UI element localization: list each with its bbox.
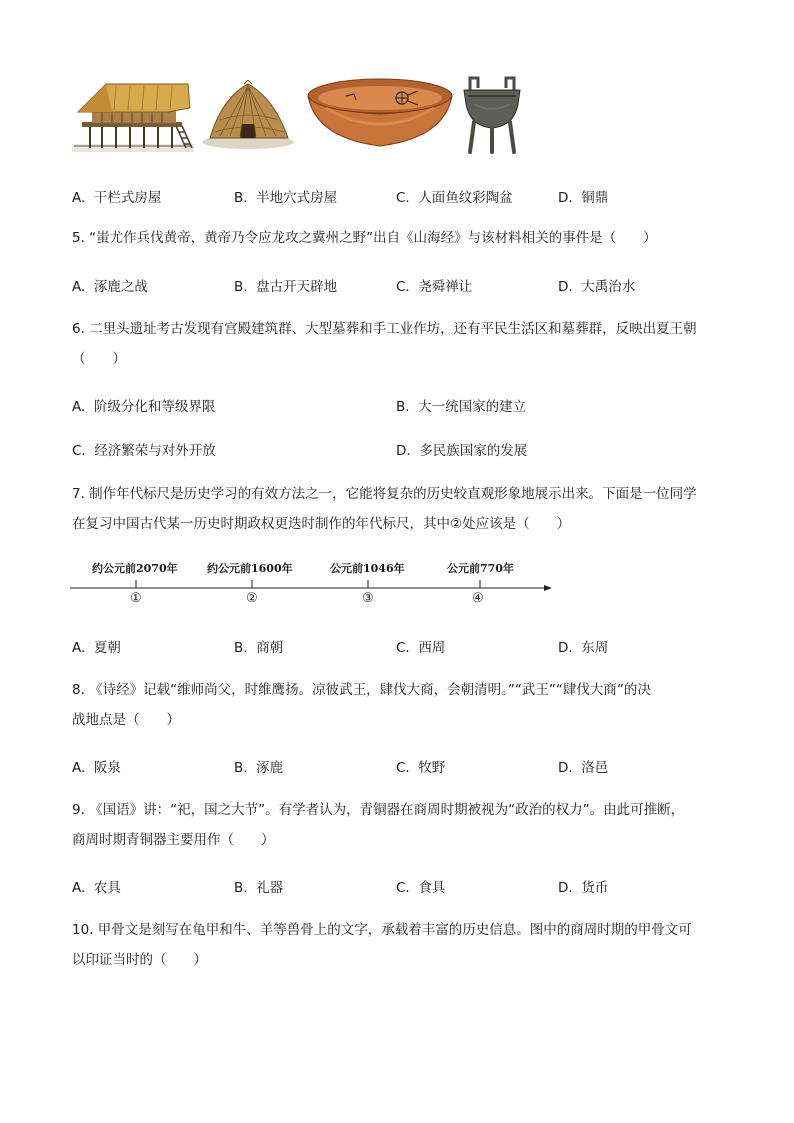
- q7-option-b[interactable]: [234, 636, 283, 656]
- q8-option-c[interactable]: [396, 756, 445, 776]
- pottery-basin-image: [306, 78, 454, 150]
- option-letter: C.: [396, 640, 410, 656]
- option-text: 西周: [418, 640, 446, 656]
- timeline-label-2: 约公元前1600年: [207, 562, 293, 575]
- q5-option-d[interactable]: [558, 275, 635, 295]
- q10-stem-line-1: 10. 甲骨文是刻写在龟甲和牛、羊等兽骨上的文字，承载着丰富的历史信息。图中的商周时期的甲骨文可: [72, 922, 692, 938]
- option-text: 洛邑: [581, 760, 609, 776]
- option-letter: A.: [72, 640, 86, 656]
- q9-option-b[interactable]: [234, 876, 283, 896]
- q6-stem-line-1: 6. 二里头遗址考古发现有宫殿建筑群、大型墓葬和手工业作坊，还有平民生活区和墓葬群，反映出夏王朝: [72, 321, 697, 337]
- option-letter: B.: [234, 880, 248, 896]
- option-text: 人面鱼纹彩陶盆: [418, 190, 513, 206]
- option-letter: C.: [396, 190, 410, 206]
- option-text: 大禹治水: [581, 279, 636, 295]
- option-text: 牧野: [418, 760, 446, 776]
- bronze-ding-image: [460, 74, 524, 154]
- option-text: 礼器: [256, 880, 284, 896]
- option-letter: B.: [234, 279, 248, 295]
- q6-option-d[interactable]: [396, 439, 527, 459]
- q7-option-a[interactable]: [72, 636, 121, 656]
- q7-option-c[interactable]: [396, 636, 445, 656]
- option-letter: A.: [72, 190, 86, 206]
- q6-option-a[interactable]: [72, 395, 215, 415]
- q6-stem-line-2: （ ）: [72, 351, 126, 367]
- option-text: 经济繁荣与对外开放: [94, 443, 216, 459]
- option-letter: A.: [72, 760, 86, 776]
- option-letter: D.: [558, 190, 573, 206]
- q9-stem-line-2: 商周时期青铜器主要用作（ ）: [72, 832, 275, 848]
- option-text: 盘古开天辟地: [256, 279, 338, 295]
- option-letter: B.: [234, 190, 248, 206]
- timeline-label-3: 公元前1046年: [330, 562, 405, 575]
- option-text: 涿鹿之战: [93, 279, 148, 295]
- option-letter: C.: [396, 760, 410, 776]
- option-letter: D.: [558, 640, 573, 656]
- option-letter: C.: [72, 443, 86, 459]
- option-text: 农具: [93, 880, 121, 896]
- timeline-label-1: 约公元前2070年: [92, 562, 178, 575]
- option-text: 尧舜禅让: [418, 279, 473, 295]
- option-text: 东周: [581, 640, 609, 656]
- q8-option-a[interactable]: [72, 756, 121, 776]
- stilt-house-image: [72, 78, 194, 152]
- option-text: 铜鼎: [581, 190, 609, 206]
- q7-stem-line-2: 在复习中国古代某一历史时期政权更迭时制作的年代标尺，其中②处应该是（ ）: [72, 516, 571, 532]
- timeline-label-4: 公元前770年: [447, 562, 514, 575]
- q4-option-d[interactable]: [558, 186, 608, 206]
- timeline-mark-1: ①: [130, 591, 142, 606]
- option-text: 食具: [418, 880, 446, 896]
- q7-option-d[interactable]: [558, 636, 608, 656]
- q4-option-b[interactable]: [234, 186, 337, 206]
- option-text: 大一统国家的建立: [418, 399, 527, 415]
- q8-option-d[interactable]: [558, 756, 608, 776]
- q5-option-a[interactable]: [72, 275, 148, 295]
- thatched-hut-icon: [200, 80, 296, 150]
- q8-stem-line-2: 战地点是（ ）: [72, 712, 180, 728]
- option-text: 商朝: [256, 640, 284, 656]
- option-letter: B.: [234, 640, 248, 656]
- option-letter: C.: [396, 880, 410, 896]
- q5-option-b[interactable]: [234, 275, 337, 295]
- option-text: 涿鹿: [256, 760, 284, 776]
- q4-option-c[interactable]: [396, 186, 513, 206]
- q5-stem: 5. “蚩尤作兵伐黄帝，黄帝乃令应龙攻之冀州之野”出自《山海经》与该材料相关的事件是（ ）: [72, 230, 657, 246]
- option-text: 货币: [581, 880, 609, 896]
- option-letter: B.: [234, 760, 248, 776]
- option-letter: D.: [558, 880, 573, 896]
- option-text: 干栏式房屋: [93, 190, 162, 206]
- option-text: 半地穴式房屋: [256, 190, 338, 206]
- q6-option-b[interactable]: [396, 395, 526, 415]
- timeline-mark-2: ②: [246, 591, 258, 606]
- option-letter: C.: [396, 279, 410, 295]
- option-letter: D.: [558, 279, 573, 295]
- painted-pottery-basin-icon: [306, 78, 454, 150]
- option-text: 阪泉: [93, 760, 121, 776]
- q8-option-b[interactable]: [234, 756, 283, 776]
- option-text: 阶级分化和等级界限: [93, 399, 216, 415]
- timeline-mark-4: ④: [472, 591, 484, 606]
- stilt-house-icon: [72, 78, 194, 152]
- q10-stem-line-2: 以印证当时的（ ）: [72, 952, 207, 968]
- option-letter: A.: [72, 399, 86, 415]
- thatched-hut-image: [200, 80, 296, 150]
- q8-stem-line-1: 8. 《诗经》记载“维师尚父，时维鹰扬。凉彼武王，肆伐大商，会朝清明。”“武王”“肆伐大商”的决: [72, 682, 651, 698]
- q6-option-c[interactable]: [72, 439, 216, 459]
- q9-option-d[interactable]: [558, 876, 608, 896]
- timeline-mark-3: ③: [362, 591, 374, 606]
- bronze-ding-icon: [460, 74, 524, 154]
- option-letter: A.: [72, 880, 86, 896]
- option-text: 夏朝: [93, 640, 121, 656]
- timeline: [70, 556, 554, 612]
- option-text: 多民族国家的发展: [419, 443, 528, 459]
- q7-stem-line-1: 7. 制作年代标尺是历史学习的有效方法之一，它能将复杂的历史较直观形象地展示出来。下面是一位同学: [72, 486, 697, 502]
- option-letter: A.: [72, 279, 86, 295]
- option-letter: D.: [396, 443, 411, 459]
- option-letter: D.: [558, 760, 573, 776]
- q9-stem-line-1: 9. 《国语》讲：“祀，国之大节”。有学者认为，青铜器在商周时期被视为“政治的权力”。由此可推断，: [72, 802, 685, 818]
- option-letter: B.: [396, 399, 410, 415]
- q4-option-a[interactable]: [72, 186, 161, 206]
- q5-option-c[interactable]: [396, 275, 472, 295]
- q9-option-c[interactable]: [396, 876, 445, 896]
- q9-option-a[interactable]: [72, 876, 121, 896]
